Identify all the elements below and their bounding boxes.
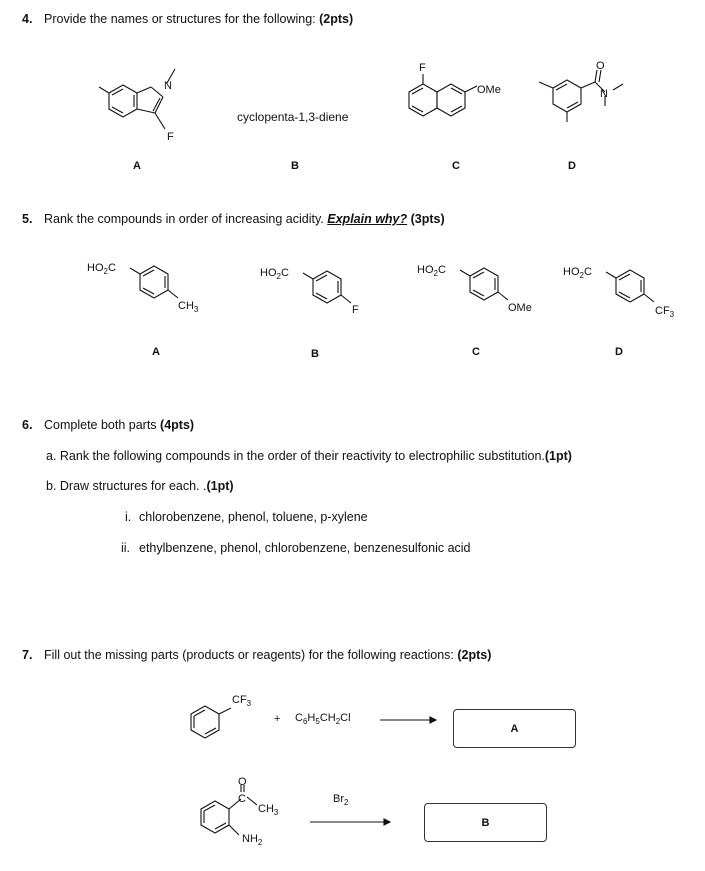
q4-heading — [22, 12, 353, 26]
q7-heading — [22, 648, 491, 662]
q5-heading — [22, 212, 445, 226]
q7-box-b-label: B — [481, 816, 490, 829]
q4-structure-c — [393, 72, 503, 132]
q4-label-a: A — [133, 160, 141, 172]
q6-text: Complete both parts — [44, 418, 157, 432]
q4-d-atom-o: O — [596, 60, 605, 72]
q7-answer-box-b[interactable] — [424, 803, 547, 842]
q7-b-nh2: $NH_2$ — [242, 833, 263, 847]
q5-label-d: D — [615, 346, 623, 358]
q7-b-reagent: $Br_2$ — [333, 793, 349, 807]
q5-c-sub: OMe — [508, 302, 532, 314]
q6-list-ii: ii. ethylbenzene, phenol, chlorobenzene, benzenesulfonic acid — [121, 541, 471, 555]
q4-c-atom-f: F — [419, 62, 426, 74]
q5-number: 5. — [22, 212, 33, 226]
q5-c-acid: $HO_2C$ — [417, 264, 446, 278]
q6-points: (4pts) — [160, 418, 195, 432]
q5-d-sub: $CF_3$ — [655, 305, 675, 319]
q4-structure-d — [515, 62, 635, 142]
q4-structure-a — [95, 65, 205, 155]
q7-number: 7. — [22, 648, 33, 662]
q7-a-arrow — [380, 714, 440, 726]
q4-label-d: D — [568, 160, 576, 172]
q5-a-sub: $CH_3$ — [178, 300, 199, 314]
q5-b-sub: F — [352, 304, 359, 316]
q5-explain: Explain why? — [327, 212, 408, 226]
q4-label-b: B — [291, 160, 299, 172]
q6-heading — [22, 418, 194, 432]
q7-box-a-label: A — [510, 722, 519, 735]
q4-text: Provide the names or structures for the following: — [44, 12, 316, 26]
q4-a-atom-n: N — [164, 80, 172, 92]
q7-b-carbonyl-c: C — [238, 793, 246, 805]
q6-part-b: b. Draw structures for each. .(1pt) — [46, 479, 234, 493]
q5-structure-b — [293, 265, 363, 325]
q5-points: (3pts) — [410, 212, 445, 226]
q7-points: (2pts) — [457, 648, 492, 662]
q6-part-a: a. Rank the following compounds in the order of their reactivity to electrophilic substitution.(1pt) — [46, 449, 572, 463]
q4-number: 4. — [22, 12, 33, 26]
q5-label-a: A — [152, 346, 160, 358]
q5-a-acid: $HO_2C$ — [87, 262, 116, 276]
q7-a-cf3: $CF_3$ — [232, 694, 252, 708]
q5-label-b: B — [311, 348, 319, 360]
q6-number: 6. — [22, 418, 33, 432]
q4-label-c: C — [452, 160, 460, 172]
q7-a-plus: + — [274, 713, 281, 725]
q7-b-ch3: $CH_3$ — [258, 803, 279, 817]
q5-text: Rank the compounds in order of increasing acidity. — [44, 212, 324, 226]
q5-b-acid: $HO_2C$ — [260, 267, 289, 281]
q7-b-carbonyl-o: O — [238, 776, 247, 788]
q7-answer-box-a[interactable] — [453, 709, 576, 748]
q7-a-reagent: $C_6H_5CH_2Cl$ — [295, 712, 351, 726]
q5-d-acid: $HO_2C$ — [563, 266, 592, 280]
q7-text: Fill out the missing parts (products or reagents) for the following reactions: — [44, 648, 454, 662]
q5-label-c: C — [472, 346, 480, 358]
q6-list-i: i. chlorobenzene, phenol, toluene, p-xylene — [125, 510, 368, 524]
q4-c-atom-ome: OMe — [477, 84, 501, 96]
q7-a-trifluoromethylbenzene — [185, 700, 265, 750]
q4-points: (2pts) — [319, 12, 354, 26]
q4-b-name: cyclopenta-1,3-diene — [237, 110, 349, 124]
q7-b-arrow — [310, 816, 395, 828]
q4-d-atom-n: N — [600, 88, 608, 100]
q4-a-atom-f: F — [167, 131, 174, 143]
